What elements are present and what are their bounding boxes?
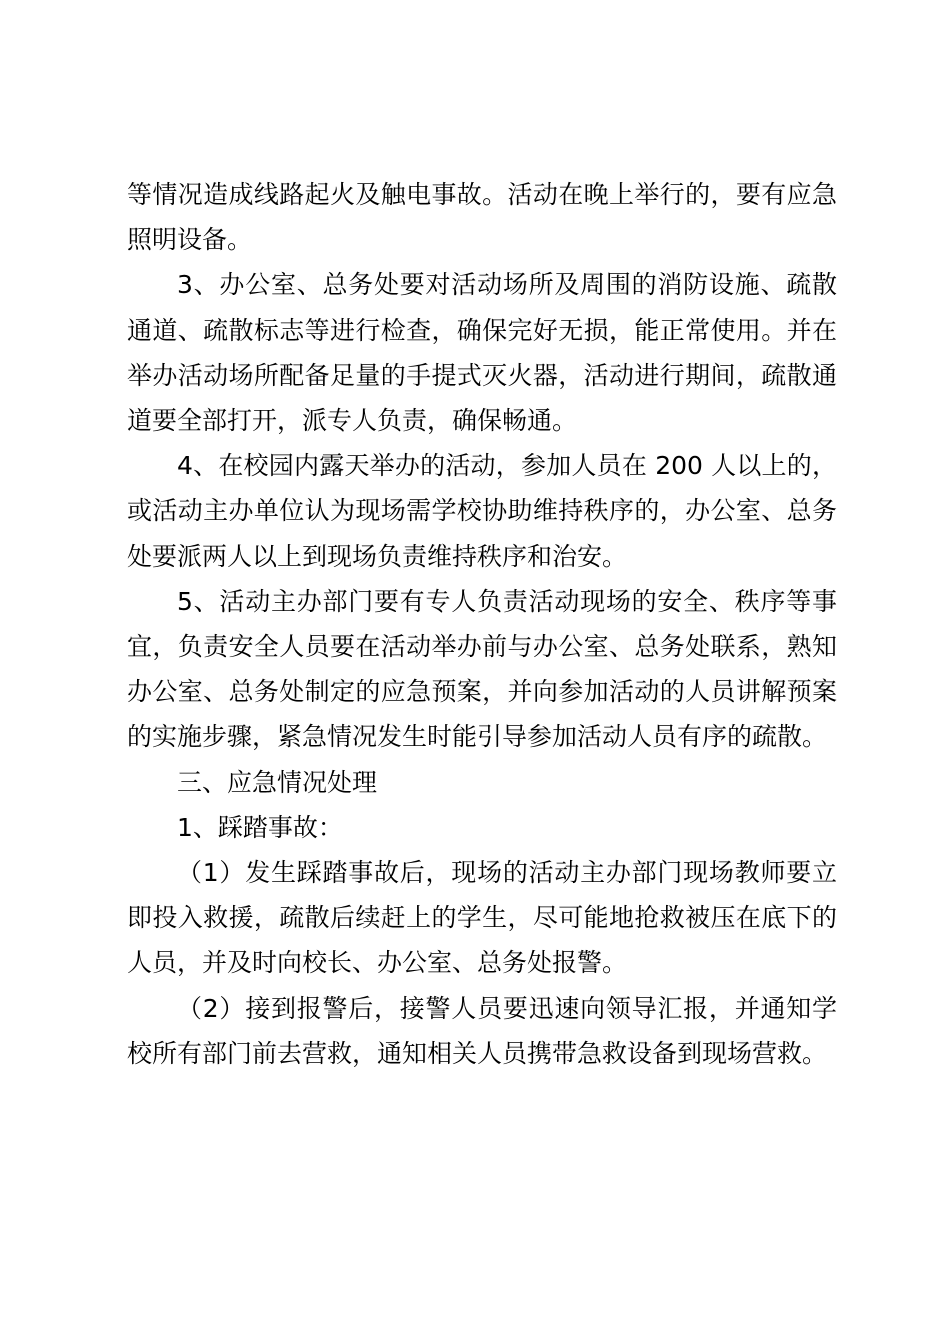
paragraph-sub-1: （1）发生踩踏事故后，现场的活动主办部门现场教师要立即投入救援，疏散后续赶上的学生，尽可能地抢救被压在底下的人员，并及时向校长、办公室、总务处报警。	[127, 858, 837, 978]
paragraph-item-5: 5、活动主办部门要有专人负责活动现场的安全、秩序等事宜，负责安全人员要在活动举办前与办公室、总务处联系，熟知办公室、总务处制定的应急预案，并向参加活动的人员讲解预案的实施步骤，紧急情况发生时能引导参加活动人员有序的疏散。	[127, 586, 837, 752]
paragraph-item-3: 3、办公室、总务处要对活动场所及周围的消防设施、疏散通道、疏散标志等进行检查，确保完好无损，能正常使用。并在举办活动场所配备足量的手提式灭火器，活动进行期间，疏散通道要全部打开，派专人负责，确保畅通。	[127, 270, 837, 436]
paragraph-item-4: 4、在校园内露天举办的活动，参加人员在 200 人以上的，或活动主办单位认为现场需学校协助维持秩序的，办公室、总务处要派两人以上到现场负责维持秩序和治安。	[127, 451, 837, 571]
paragraph-continuation: 等情况造成线路起火及触电事故。活动在晚上举行的，要有应急照明设备。	[127, 180, 837, 255]
paragraph-sub-2: （2）接到报警后，接警人员要迅速向领导汇报，并通知学校所有部门前去营救，通知相关人员携带急救设备到现场营救。	[127, 993, 837, 1068]
section-heading: 三、应急情况处理	[177, 767, 378, 797]
document-body	[127, 172, 837, 1076]
subsection-heading: 1、踩踏事故：	[177, 812, 343, 842]
